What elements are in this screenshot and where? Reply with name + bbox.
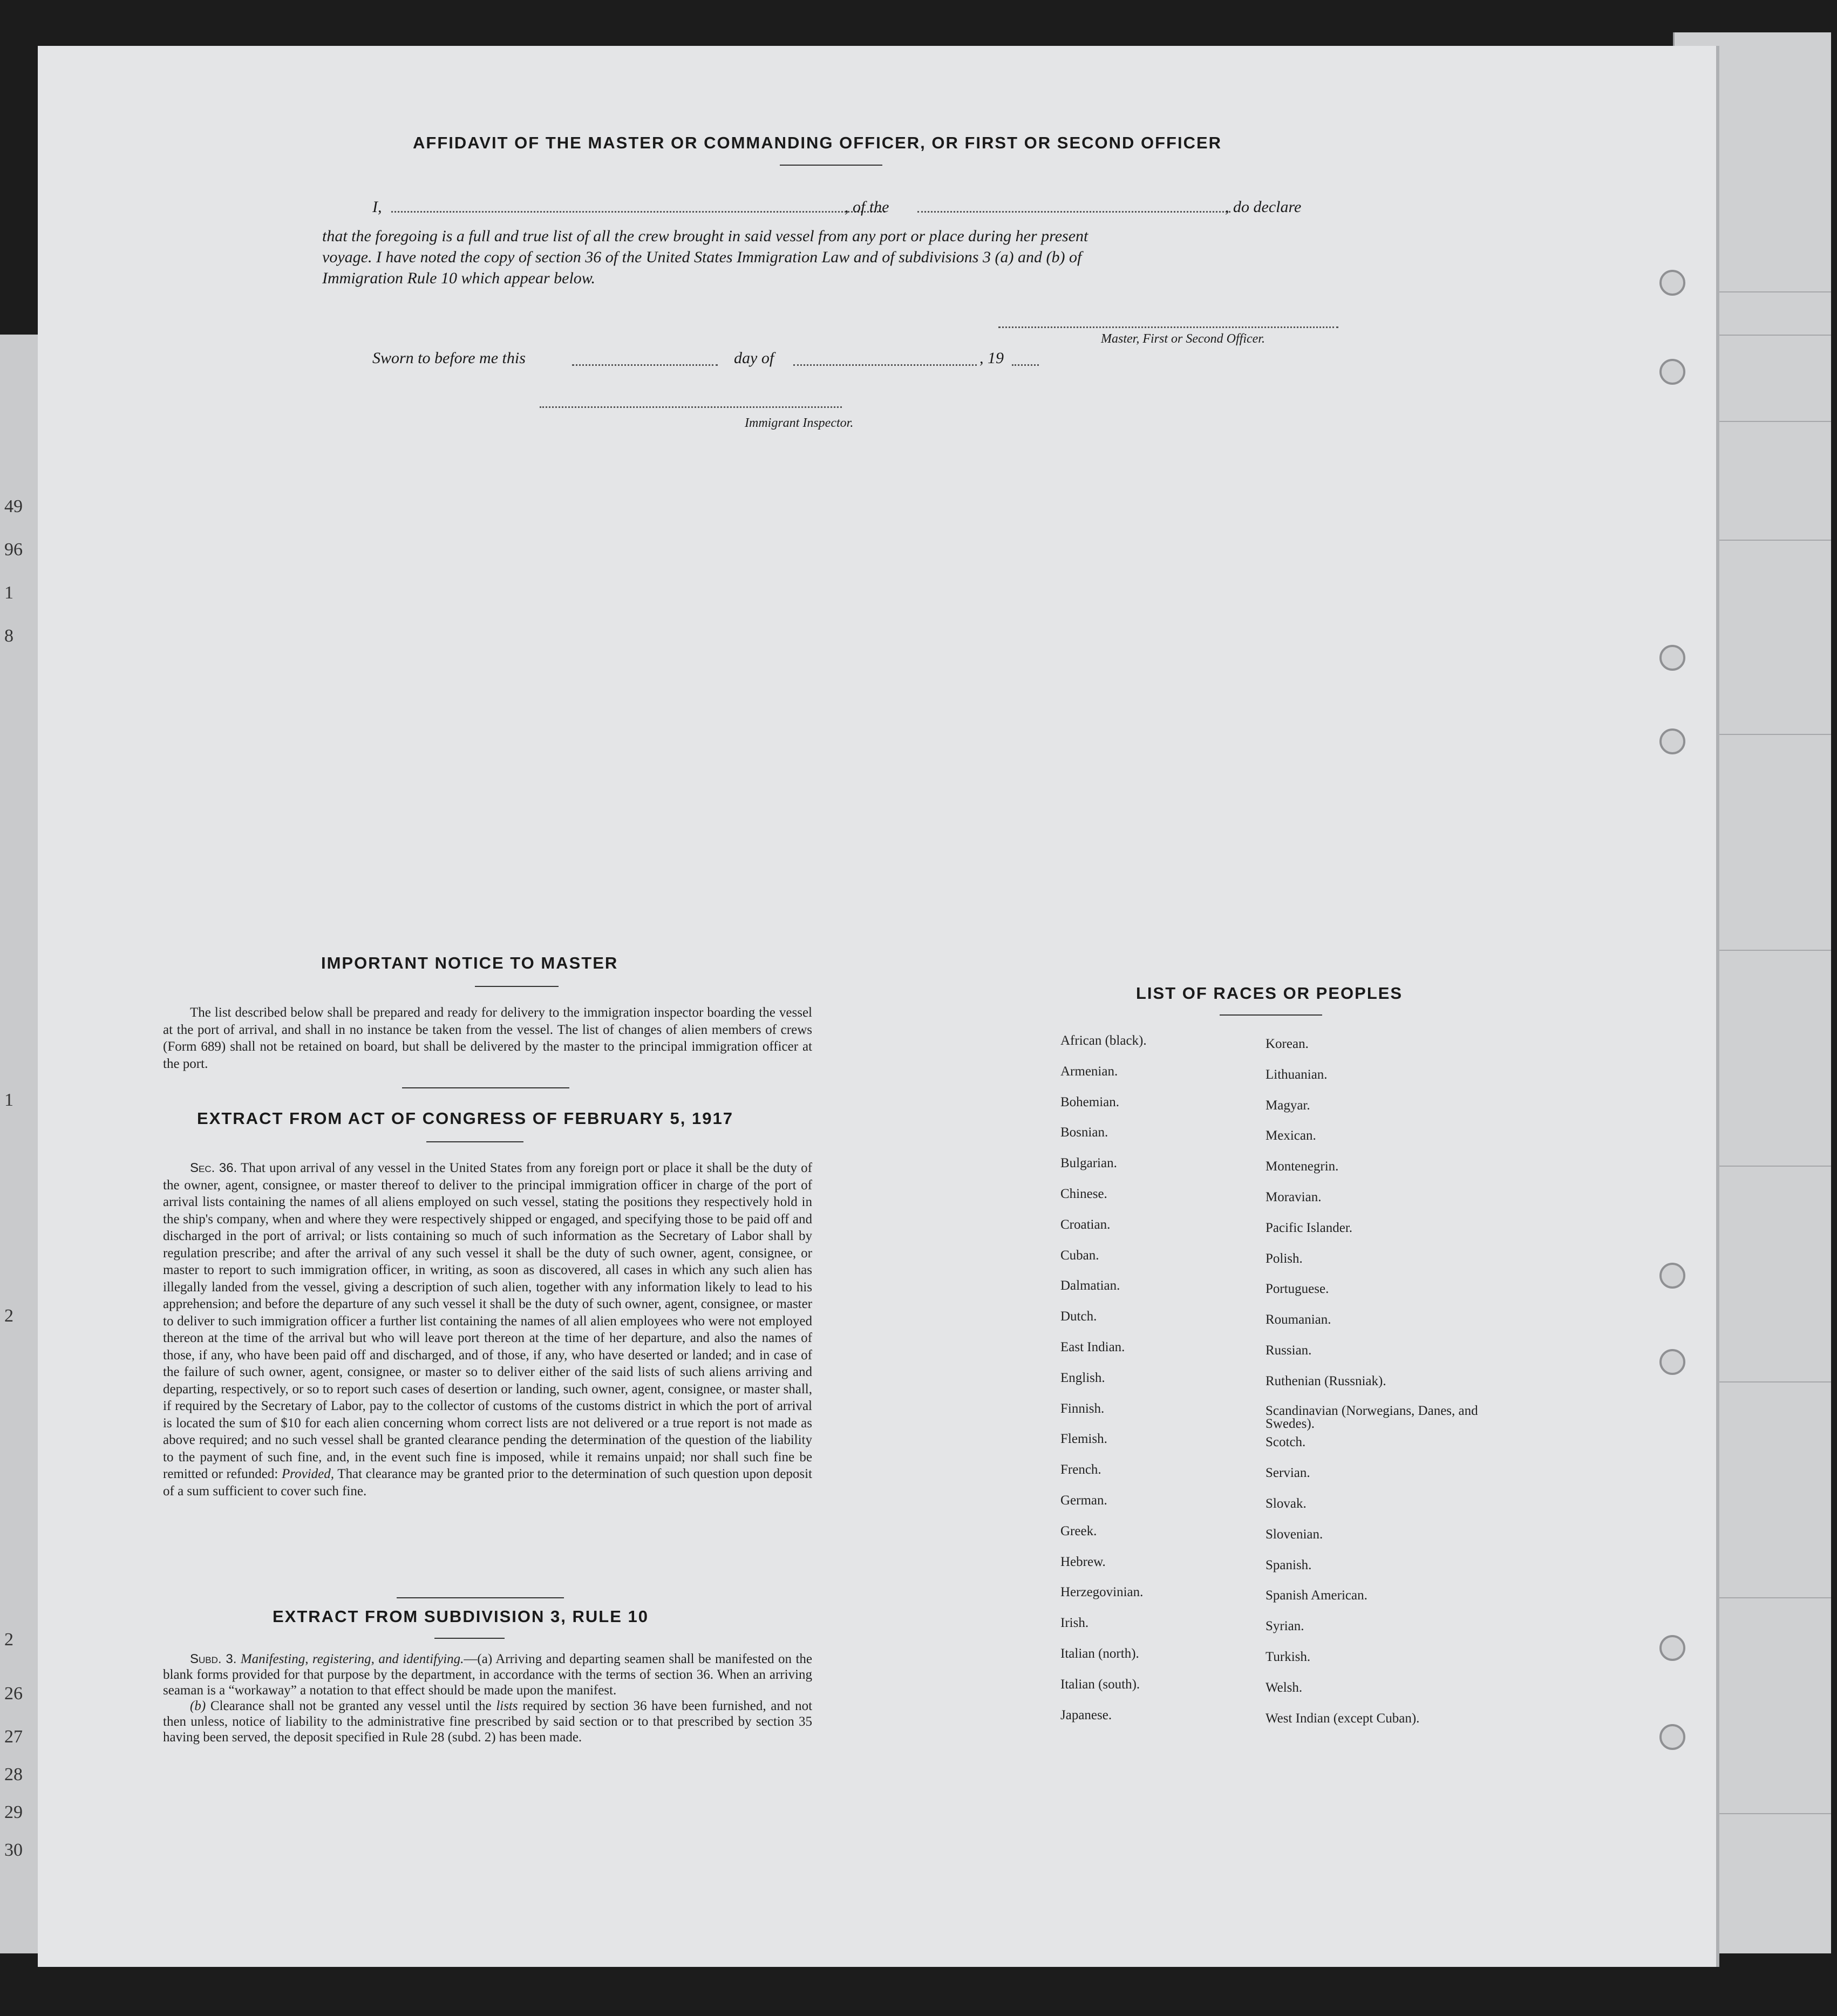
day-blank[interactable] [572, 364, 718, 366]
rule-extract-title: EXTRACT FROM SUBDIVISION 3, RULE 10 [273, 1607, 649, 1626]
race-item: Korean. [1266, 1037, 1309, 1051]
race-item: Greek. [1060, 1523, 1097, 1538]
rule-rule [434, 1638, 505, 1639]
race-item: Irish. [1060, 1616, 1089, 1631]
act-extract-title: EXTRACT FROM ACT OF CONGRESS OF FEBRUARY 5, 1917 [197, 1109, 733, 1128]
sworn-day-of: day of [734, 349, 774, 367]
race-item: Bulgarian. [1060, 1156, 1117, 1171]
sworn-prefix: Sworn to before me this [372, 349, 526, 367]
race-item: Welsh. [1266, 1680, 1303, 1695]
sworn-year: , 19 [979, 349, 1004, 367]
race-item: Turkish. [1266, 1650, 1311, 1664]
section-rule [402, 1087, 569, 1088]
race-item: Bohemian. [1060, 1094, 1120, 1109]
signature-label: Master, First or Second Officer. [1101, 332, 1265, 346]
year-blank[interactable] [1012, 364, 1039, 366]
race-item: Slovenian. [1266, 1527, 1323, 1542]
title-rule [780, 165, 882, 166]
race-item: Finnish. [1060, 1401, 1105, 1416]
race-item: West Indian (except Cuban). [1266, 1711, 1420, 1726]
race-item: Magyar. [1266, 1098, 1310, 1113]
race-item: English. [1060, 1370, 1105, 1385]
races-rule [1220, 1014, 1322, 1016]
punch-hole [1659, 1263, 1685, 1289]
race-item: Japanese. [1060, 1707, 1112, 1722]
race-item: Montenegrin. [1266, 1159, 1339, 1174]
race-item: Syrian. [1266, 1619, 1304, 1634]
race-item: Roumanian. [1266, 1312, 1331, 1327]
punch-hole [1659, 728, 1685, 754]
punch-hole [1659, 1349, 1685, 1375]
act-extract-text: Sec. 36. That upon arrival of any vessel in the United States from any foreign port or place it shall be the duty of the owner, agent, consignee, or master thereof to deliver to the principal immigration officer in charge of the port of arrival lists containing the names of all aliens employed on such vessel, stating the positions they respectively hold in the ship's company, when and where they were respectively shipped or engaged, and specifying those to be paid off and discharged in the port of arrival; or lists containing so much of such information as the Secretary of Labor shall by regulation prescribe; and after the arrival of any such vessel it shall be the duty of such owner, agent, consignee, or master to report to such immigration officer, in writing, as soon as discovered, all cases in which any such alien has illegally landed from the vessel, giving a description of such alien, together with any information likely to lead to his apprehension; and before the departure of any such vessel it shall be the duty of such owner, agent, consignee, or master to deliver to such immigration officer a further list containing the names of all alien employees who were not employed thereon at the time of the arrival but who will leave port thereon at the time of her departure, and also the names of those, if any, who have been paid off and discharged, and of those, if any, who have deserted or landed; and in case of the failure of such owner, agent, consignee, or master so to deliver either of the said lists of such aliens arriving and departing, respectively, or so to report such cases of desertion or landing, such owner, agent, consignee, or master shall, if required by the Secretary of Labor, pay to the collector of customs of the customs district in which the port of arrival is located the sum of $10 for each alien concerning whom correct lists are not delivered or a true report is not made as above required; and no such vessel shall be granted clearance pending the determination of the question of the liability to the payment of such fine, and, in the event such fine is imposed, while it remains unpaid; nor shall such fine be remitted or refunded: Provided, That clearance may be granted prior to the determination of such question upon deposit of a sum sufficient to cover such fine. [163, 1161, 813, 1499]
notice-text: The list described below shall be prepared and ready for delivery to the immigration inspector boarding the vessel at the port of arrival, and shall in no instance be taken from the vessel. The list of changes of alien members of crews (Form 689) shall not be retained on board, but shall be delivered by the master to the principal immigration officer at the port. [163, 1005, 812, 1071]
rule-extract-text: Subd. 3. Manifesting, registering, and identifying.—(a) Arriving and departing seamen shall be manifested on the blank forms provided for that purpose by the department, in accordance with the terms of section 36. When an arriving seaman is a “workaway” a notation to that effect should be made upon the manifest. (b) Clearance shall not be granted any vessel until the lists required by section 36 have been furnished, and not then unless, notice of liability to the administrative fine prescribed by said section or to that prescribed by section 35 having been served, the deposit specified in Rule 28 (subd. 2) has been made. [163, 1652, 813, 1745]
race-item: Dutch. [1060, 1309, 1097, 1324]
affidavit-title: AFFIDAVIT OF THE MASTER OR COMMANDING OFFICER, OR FIRST OR SECOND OFFICER [413, 133, 1222, 152]
affidavit-i: I, [372, 198, 382, 216]
race-item: Croatian. [1060, 1217, 1111, 1232]
punch-hole [1659, 359, 1685, 385]
punch-hole [1659, 645, 1685, 671]
race-item: Pacific Islander. [1266, 1220, 1353, 1235]
race-item: Hebrew. [1060, 1554, 1106, 1569]
vessel-blank[interactable] [917, 211, 1230, 213]
race-item: Scotch. [1266, 1435, 1306, 1450]
race-item: Chinese. [1060, 1187, 1107, 1201]
race-item: Lithuanian. [1266, 1067, 1328, 1082]
race-item: Italian (north). [1060, 1646, 1139, 1661]
punch-hole [1659, 270, 1685, 296]
race-item: Portuguese. [1266, 1282, 1329, 1297]
notice-title: IMPORTANT NOTICE TO MASTER [321, 953, 618, 972]
race-item: French. [1060, 1462, 1101, 1477]
punch-hole [1659, 1724, 1685, 1750]
race-item: Spanish. [1266, 1557, 1312, 1572]
race-item: Mexican. [1266, 1128, 1316, 1143]
affidavit-line-2: that the foregoing is a full and true list of all the crew brought in said vessel from any port or place during her present [322, 227, 1088, 245]
notice-rule [475, 986, 559, 987]
race-item: Spanish American. [1266, 1588, 1367, 1603]
race-item: African (black). [1060, 1033, 1147, 1048]
race-item: Bosnian. [1060, 1125, 1108, 1140]
underlying-page-edge: 49 96 1 8 1 2 2 26 27 28 29 30 [0, 335, 38, 1953]
affidavit-of-the: , of the [845, 198, 889, 216]
race-item: Servian. [1266, 1466, 1310, 1481]
race-item: German. [1060, 1493, 1107, 1508]
inspector-label: Immigrant Inspector. [745, 416, 854, 430]
race-item: Slovak. [1266, 1496, 1307, 1511]
race-item: Polish. [1266, 1251, 1303, 1266]
act-rule [426, 1141, 523, 1142]
month-blank[interactable] [793, 364, 977, 366]
punch-hole [1659, 1635, 1685, 1661]
affidavit-declare: , do declare [1225, 198, 1302, 216]
race-item: Dalmatian. [1060, 1278, 1120, 1293]
inspector-signature-blank[interactable] [540, 406, 842, 408]
race-item: Armenian. [1060, 1064, 1118, 1079]
race-item: Scandinavian (Norwegians, Danes, and Swedes). [1266, 1403, 1478, 1431]
name-blank[interactable] [391, 211, 885, 213]
race-item: Herzegovinian. [1060, 1585, 1144, 1600]
section-rule-2 [397, 1597, 564, 1598]
race-item: Moravian. [1266, 1190, 1322, 1204]
race-item: Italian (south). [1060, 1677, 1140, 1692]
document-page [38, 46, 1716, 1967]
signature-blank[interactable] [998, 326, 1338, 328]
race-item: East Indian. [1060, 1340, 1125, 1354]
affidavit-line-3: voyage. I have noted the copy of section 36 of the United States Immigration Law and of subdivisions 3 (a) and (b) of [322, 248, 1082, 266]
race-item: Flemish. [1060, 1432, 1107, 1447]
race-item: Cuban. [1060, 1248, 1099, 1263]
affidavit-line-4: Immigration Rule 10 which appear below. [322, 269, 596, 287]
races-title: LIST OF RACES OR PEOPLES [1136, 984, 1403, 1003]
race-item: Russian. [1266, 1343, 1312, 1358]
race-item: Ruthenian (Russniak). [1266, 1373, 1386, 1388]
